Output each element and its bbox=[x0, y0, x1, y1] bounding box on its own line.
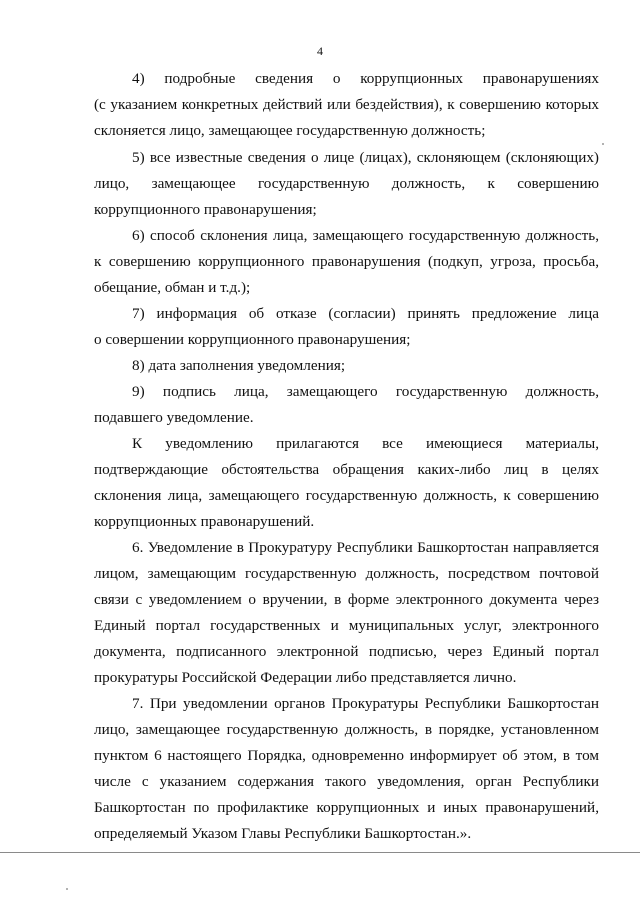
scan-speck bbox=[66, 888, 68, 890]
text-line: лицо, замещающее государственную должность, в порядке, установленном bbox=[94, 721, 599, 738]
text-line: Единый портал государственных и муниципальных услуг, электронного bbox=[94, 617, 599, 634]
text-line: К уведомлению прилагаются все имеющиеся материалы, bbox=[132, 435, 599, 452]
text-line: 5) все известные сведения о лице (лицах), склоняющем (склоняющих) bbox=[132, 149, 599, 166]
text-line: коррупционных правонарушений. bbox=[94, 513, 315, 530]
text-line: подавшего уведомление. bbox=[94, 409, 254, 426]
text-line: 4) подробные сведения о коррупционных правонарушениях bbox=[132, 70, 599, 87]
page-number: 4 bbox=[317, 44, 323, 58]
text-line: подтверждающие обстоятельства обращения каких-либо лиц в целях bbox=[94, 461, 599, 478]
text-line: склоняется лицо, замещающее государственную должность; bbox=[94, 122, 486, 139]
text-line: обещание, обман и т.д.); bbox=[94, 279, 251, 296]
text-line: числе с указанием содержания такого уведомления, орган Республики bbox=[94, 773, 599, 790]
text-line: определяемый Указом Главы Республики Башкортостан.». bbox=[94, 825, 472, 842]
text-line: 7) информация об отказе (согласии) принять предложение лица bbox=[132, 305, 599, 322]
text-line: 8) дата заполнения уведомления; bbox=[132, 357, 346, 374]
text-line: документа, подписанного электронной подписью, через Единый портал bbox=[94, 643, 599, 660]
text-line: лицо, замещающее государственную должность, к совершению bbox=[94, 175, 599, 192]
text-line: пунктом 6 настоящего Порядка, одновременно информирует об этом, в том bbox=[94, 747, 599, 764]
text-line: 6) способ склонения лица, замещающего государственную должность, bbox=[132, 227, 599, 244]
text-line: к совершению коррупционного правонарушения (подкуп, угроза, просьба, bbox=[94, 253, 599, 270]
text-line: о совершении коррупционного правонарушения; bbox=[94, 331, 411, 348]
page-divider bbox=[0, 852, 640, 853]
text-line: (с указанием конкретных действий или бездействия), к совершению которых bbox=[94, 96, 599, 113]
text-line: прокуратуры Российской Федерации либо представляется лично. bbox=[94, 669, 517, 686]
text-line: связи с уведомлением о вручении, в форме электронного документа через bbox=[94, 591, 599, 608]
text-line: лицом, замещающим государственную должность, посредством почтовой bbox=[94, 565, 599, 582]
text-line: Башкортостан по профилактике коррупционных и иных правонарушений, bbox=[94, 799, 599, 816]
text-line: склонения лица, замещающего государственную должность, к совершению bbox=[94, 487, 599, 504]
text-line: 6. Уведомление в Прокуратуру Республики Башкортостан направляется bbox=[132, 539, 599, 556]
document-body bbox=[94, 66, 599, 847]
text-line: 9) подпись лица, замещающего государственную должность, bbox=[132, 383, 599, 400]
text-line: 7. При уведомлении органов Прокуратуры Республики Башкортостан bbox=[132, 695, 599, 712]
scan-speck bbox=[602, 143, 604, 145]
text-line: коррупционного правонарушения; bbox=[94, 201, 317, 218]
